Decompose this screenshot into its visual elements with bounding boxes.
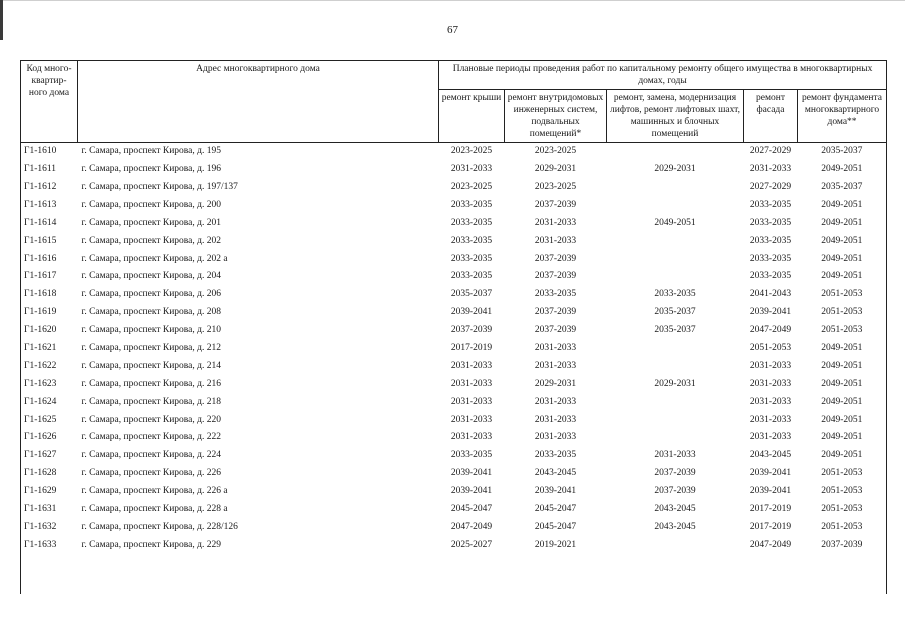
cell-engineering: 2037-2039 [534,325,577,336]
cell-facade: 2031-2033 [749,414,792,425]
cell-engineering: 2023-2025 [534,146,577,157]
table-row [21,537,887,555]
cell-code: Г1-1618 [21,286,78,304]
cell-code: Г1-1613 [21,197,78,215]
cell-address: г. Самара, проспект Кирова, д. 228/126 [81,521,238,532]
cell-engineering: 2045-2047 [534,504,577,514]
cell-elevators: 2037-2039 [654,468,696,479]
cell-foundation: 2035-2037 [798,143,887,161]
cell-roof: 2047-2049 [450,521,493,532]
cell-foundation: 2049-2051 [798,358,887,376]
cell-address: г. Самара, проспект Кирова, д. 197/137 [81,181,238,192]
cell-foundation: 2049-2051 [798,215,887,233]
cell-roof: 2039-2041 [450,468,493,479]
cell-elevators [607,197,744,215]
header-elevators: ремонт, замена, модернизация лифтов, ремонт лифтовых шахт, машинных и блочных помещений [607,90,744,143]
cell-roof: 2037-2039 [450,325,493,336]
cell-facade: 2033-2035 [749,217,792,228]
cell-elevators [607,411,744,429]
cell-foundation: 2049-2051 [798,411,887,429]
cell-roof: 2031-2033 [450,378,493,389]
cell-facade: 2031-2033 [749,360,792,371]
cell-engineering: 2045-2047 [534,521,577,532]
table-row [21,197,887,215]
header-roof: ремонт крыши [439,90,505,143]
table-row [21,429,887,447]
table-row [21,501,887,519]
table-row [21,340,887,358]
cell-engineering: 2031-2033 [534,217,577,228]
cell-code: Г1-1633 [21,537,78,555]
cell-facade: 2039-2041 [749,468,792,479]
cell-facade: 2017-2019 [749,521,792,532]
cell-code: Г1-1631 [21,501,78,519]
cell-elevators [607,232,744,250]
cell-facade: 2031-2033 [749,396,792,407]
table-row [21,358,887,376]
cell-roof: 2023-2025 [450,146,493,157]
table-row [21,179,887,197]
empty-cell [607,554,744,594]
table-row [21,519,887,537]
empty-cell [21,554,78,594]
cell-facade: 2047-2049 [749,325,792,336]
table-row [21,143,887,161]
cell-foundation: 2049-2051 [798,447,887,465]
cell-address: г. Самара, проспект Кирова, д. 210 [81,325,221,336]
cell-engineering: 2023-2025 [534,181,577,192]
cell-elevators [607,143,744,161]
cell-engineering: 2031-2033 [534,432,577,443]
cell-roof: 2033-2035 [450,235,493,246]
cell-engineering: 2031-2033 [534,342,577,353]
cell-foundation: 2051-2053 [798,519,887,537]
table-row [21,447,887,465]
cell-foundation: 2049-2051 [798,393,887,411]
cell-code: Г1-1624 [21,393,78,411]
cell-elevators [607,250,744,268]
cell-engineering: 2031-2033 [534,396,577,407]
cell-facade: 2017-2019 [749,504,792,514]
cell-address: г. Самара, проспект Кирова, д. 218 [81,396,221,407]
cell-engineering: 2037-2039 [534,253,577,264]
cell-engineering: 2029-2031 [534,378,577,389]
cell-engineering: 2039-2041 [534,486,577,497]
table-row [21,376,887,394]
cell-address: г. Самара, проспект Кирова, д. 196 [81,164,221,175]
cell-roof: 2023-2025 [450,181,493,192]
empty-cell [505,554,607,594]
cell-address: г. Самара, проспект Кирова, д. 202 а [81,253,228,264]
cell-address: г. Самара, проспект Кирова, д. 228 а [81,504,228,514]
cell-engineering: 2033-2035 [534,289,577,300]
cell-foundation: 2049-2051 [798,376,887,394]
cell-address: г. Самара, проспект Кирова, д. 200 [81,199,221,210]
scan-edge-line [0,0,905,1]
table-row [21,250,887,268]
cell-foundation: 2049-2051 [798,197,887,215]
cell-code: Г1-1629 [21,483,78,501]
cell-roof: 2033-2035 [450,217,493,228]
cell-roof: 2039-2041 [450,307,493,318]
cell-address: г. Самара, проспект Кирова, д. 208 [81,307,221,318]
cell-foundation: 2051-2053 [798,501,887,519]
cell-code: Г1-1625 [21,411,78,429]
cell-roof: 2025-2027 [450,539,493,550]
header-address: Адрес многоквартирного дома [78,61,439,143]
cell-address: г. Самара, проспект Кирова, д. 226 [81,468,221,479]
cell-elevators: 2043-2045 [654,521,696,532]
cell-address: г. Самара, проспект Кирова, д. 220 [81,414,221,425]
cell-foundation: 2035-2037 [798,179,887,197]
cell-code: Г1-1614 [21,215,78,233]
cell-code: Г1-1619 [21,304,78,322]
cell-facade: 2027-2029 [749,181,792,192]
cell-engineering: 2043-2045 [534,468,577,479]
cell-elevators [607,429,744,447]
table-body [21,143,887,595]
cell-facade: 2031-2033 [749,378,792,389]
cell-foundation: 2049-2051 [798,161,887,179]
cell-foundation: 2049-2051 [798,429,887,447]
cell-code: Г1-1627 [21,447,78,465]
header-engineering: ремонт внутридомовых инженерных систем, подвальных помещений* [505,90,607,143]
cell-facade: 2039-2041 [749,486,792,497]
cell-address: г. Самара, проспект Кирова, д. 212 [81,342,221,353]
table-row [21,268,887,286]
cell-elevators: 2029-2031 [654,378,696,389]
page-number: 67 [447,24,458,36]
table-row [21,483,887,501]
cell-foundation: 2051-2053 [798,286,887,304]
cell-code: Г1-1610 [21,143,78,161]
cell-foundation: 2051-2053 [798,483,887,501]
cell-facade: 2039-2041 [749,307,792,318]
cell-code: Г1-1616 [21,250,78,268]
cell-address: г. Самара, проспект Кирова, д. 195 [81,146,221,157]
cell-roof: 2017-2019 [450,342,493,353]
cell-foundation: 2037-2039 [798,537,887,555]
cell-roof: 2033-2035 [450,271,493,282]
table-row [21,286,887,304]
cell-facade: 2047-2049 [749,539,792,550]
cell-facade: 2033-2035 [749,271,792,282]
cell-address: г. Самара, проспект Кирова, д. 204 [81,271,221,282]
cell-address: г. Самара, проспект Кирова, д. 229 [81,539,221,550]
cell-address: г. Самара, проспект Кирова, д. 216 [81,378,221,389]
cell-roof: 2035-2037 [450,289,493,300]
cell-address: г. Самара, проспект Кирова, д. 224 [81,450,221,461]
cell-engineering: 2037-2039 [534,307,577,318]
cell-roof: 2031-2033 [450,164,493,175]
empty-cell [744,554,798,594]
cell-engineering: 2033-2035 [534,450,577,461]
cell-facade: 2041-2043 [749,289,792,300]
cell-facade: 2033-2035 [749,199,792,210]
cell-address: г. Самара, проспект Кирова, д. 201 [81,217,221,228]
table-row [21,322,887,340]
cell-code: Г1-1615 [21,232,78,250]
cell-foundation: 2049-2051 [798,250,887,268]
cell-code: Г1-1612 [21,179,78,197]
cell-roof: 2031-2033 [450,360,493,371]
table-row [21,465,887,483]
cell-elevators: 2033-2035 [654,289,696,300]
cell-elevators: 2049-2051 [654,217,696,228]
cell-elevators: 2037-2039 [654,486,696,497]
cell-elevators: 2035-2037 [654,325,696,336]
table-header [21,61,887,143]
cell-engineering: 2031-2033 [534,235,577,246]
cell-foundation: 2049-2051 [798,232,887,250]
repair-schedule-table [20,60,887,594]
cell-engineering: 2031-2033 [534,360,577,371]
table-spacer [21,554,887,594]
cell-roof: 2031-2033 [450,414,493,425]
table-row [21,304,887,322]
cell-foundation: 2051-2053 [798,322,887,340]
empty-cell [78,554,439,594]
cell-code: Г1-1620 [21,322,78,340]
cell-engineering: 2019-2021 [534,539,577,550]
cell-elevators: 2035-2037 [654,307,696,318]
table-row [21,215,887,233]
cell-code: Г1-1621 [21,340,78,358]
cell-address: г. Самара, проспект Кирова, д. 214 [81,360,221,371]
cell-engineering: 2029-2031 [534,164,577,175]
cell-facade: 2033-2035 [749,253,792,264]
cell-foundation: 2051-2053 [798,465,887,483]
cell-elevators [607,358,744,376]
cell-roof: 2033-2035 [450,253,493,264]
cell-address: г. Самара, проспект Кирова, д. 222 [81,432,221,443]
table-row [21,161,887,179]
header-facade: ремонт фасада [744,90,798,143]
cell-elevators: 2029-2031 [654,164,696,175]
cell-elevators [607,393,744,411]
header-foundation: ремонт фундамента многоквартирного дома** [798,90,887,143]
cell-elevators: 2043-2045 [654,504,696,514]
table-row [21,393,887,411]
empty-cell [439,554,505,594]
cell-code: Г1-1611 [21,161,78,179]
cell-elevators [607,268,744,286]
empty-cell [798,554,887,594]
header-periods: Плановые периоды проведения работ по капитальному ремонту общего имущества в многоквартирных домах, годы [439,61,887,90]
cell-facade: 2031-2033 [749,432,792,443]
cell-elevators [607,340,744,358]
cell-roof: 2033-2035 [450,450,493,461]
cell-foundation: 2049-2051 [798,268,887,286]
cell-facade: 2031-2033 [749,164,792,175]
header-code: Код много-квартир-ного дома [21,61,78,143]
cell-foundation: 2051-2053 [798,304,887,322]
cell-foundation: 2049-2051 [798,340,887,358]
cell-code: Г1-1617 [21,268,78,286]
cell-code: Г1-1628 [21,465,78,483]
cell-roof: 2033-2035 [450,199,493,210]
cell-facade: 2027-2029 [749,146,792,157]
cell-code: Г1-1632 [21,519,78,537]
table-row [21,232,887,250]
cell-engineering: 2031-2033 [534,414,577,425]
cell-engineering: 2037-2039 [534,271,577,282]
cell-roof: 2031-2033 [450,396,493,407]
table-row [21,411,887,429]
cell-elevators: 2031-2033 [654,450,696,461]
cell-elevators [607,179,744,197]
cell-code: Г1-1626 [21,429,78,447]
cell-facade: 2033-2035 [749,235,792,246]
cell-address: г. Самара, проспект Кирова, д. 226 а [81,486,228,497]
cell-address: г. Самара, проспект Кирова, д. 206 [81,289,221,300]
cell-code: Г1-1622 [21,358,78,376]
cell-facade: 2043-2045 [749,450,792,461]
cell-facade: 2051-2053 [749,342,792,353]
cell-address: г. Самара, проспект Кирова, д. 202 [81,235,221,246]
cell-engineering: 2037-2039 [534,199,577,210]
cell-elevators [607,537,744,555]
cell-roof: 2039-2041 [450,486,493,497]
cell-code: Г1-1623 [21,376,78,394]
cell-roof: 2045-2047 [450,504,493,514]
cell-roof: 2031-2033 [450,432,493,443]
